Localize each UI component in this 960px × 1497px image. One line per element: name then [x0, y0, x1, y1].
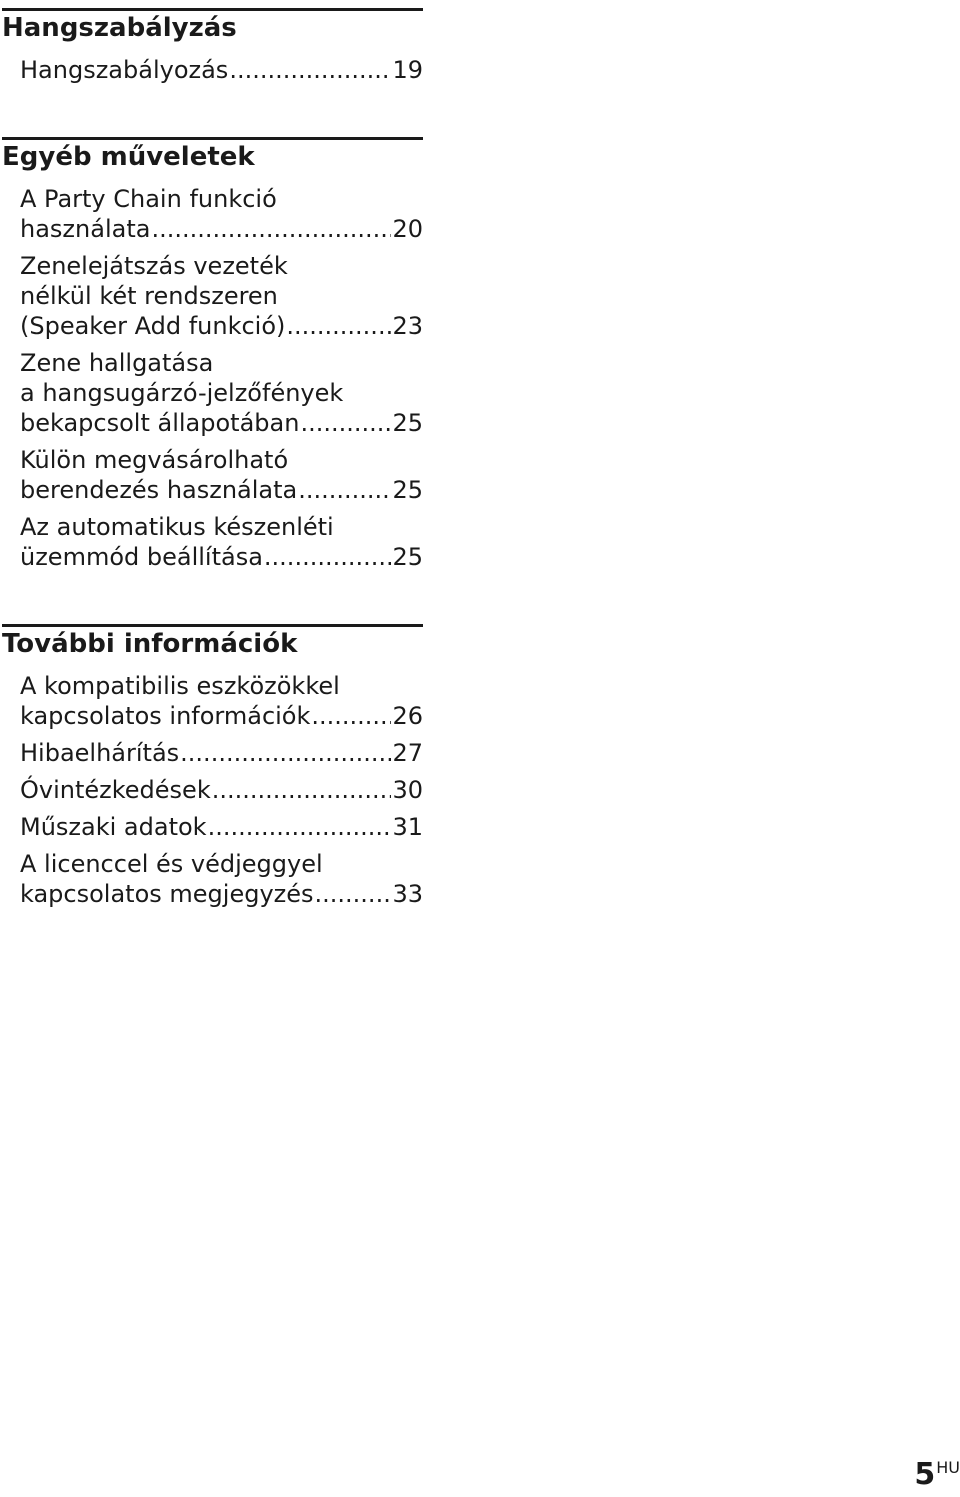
- section-title: Egyéb műveletek: [2, 142, 255, 172]
- toc-entry-label: használata: [20, 215, 151, 243]
- toc-entry-label: Hibaelhárítás: [20, 739, 180, 767]
- toc-entry-line: nélkül két rendszeren: [20, 282, 278, 310]
- leader-dots: [229, 55, 391, 85]
- toc-entry-line: Az automatikus készenléti: [20, 513, 334, 541]
- toc-entry[interactable]: [2, 512, 423, 572]
- toc-entry-label: Műszaki adatok: [20, 813, 207, 841]
- leader-dots: [151, 214, 391, 244]
- toc-entry-label: Hangszabályozás: [20, 56, 229, 84]
- toc-entry-last-line: [20, 879, 423, 909]
- leader-dots: [264, 542, 392, 572]
- toc-entry-line: Zene hallgatása: [20, 349, 214, 377]
- toc-entry-label: üzemmód beállítása: [20, 543, 263, 571]
- toc-entry-line: A licenccel és védjeggyel: [20, 850, 323, 878]
- toc-entry[interactable]: [2, 348, 423, 438]
- toc-entry[interactable]: [2, 671, 423, 731]
- toc-entry-last-line: [20, 311, 423, 341]
- toc-entry-last-line: [20, 542, 423, 572]
- section-title: Hangszabályzás: [2, 13, 237, 43]
- toc-entry-line: Zenelejátszás vezeték: [20, 252, 288, 280]
- toc-entry[interactable]: [2, 775, 423, 805]
- leader-dots: [212, 775, 392, 805]
- toc-entry-page: 26: [392, 702, 423, 730]
- leader-dots: [300, 408, 391, 438]
- toc-entry[interactable]: [2, 738, 423, 768]
- toc-entry-label: bekapcsolt állapotában: [20, 409, 300, 437]
- toc-entry-page: 23: [392, 312, 423, 340]
- toc-entry-last-line: [20, 812, 423, 842]
- toc-section: [2, 8, 423, 85]
- toc-entry[interactable]: [2, 849, 423, 909]
- toc-entry[interactable]: [2, 55, 423, 85]
- toc-entry-label: berendezés használata: [20, 476, 298, 504]
- toc-entry[interactable]: [2, 445, 423, 505]
- toc-entry-label: Óvintézkedések: [20, 776, 211, 804]
- toc-entry-page: 31: [392, 813, 423, 841]
- section-title: További információk: [2, 629, 298, 659]
- toc-entry-last-line: [20, 701, 423, 731]
- leader-dots: [180, 738, 391, 768]
- language-code: HU: [936, 1458, 960, 1477]
- toc-entry-last-line: [20, 775, 423, 805]
- toc-entry-line: A Party Chain funkció: [20, 185, 277, 213]
- toc-entry-last-line: [20, 408, 423, 438]
- toc-entry-line: Külön megvásárolható: [20, 446, 289, 474]
- page-number: [914, 1459, 960, 1491]
- toc-entry-last-line: [20, 475, 423, 505]
- toc-entry-page: 27: [392, 739, 423, 767]
- toc-entry-page: 19: [392, 56, 423, 84]
- toc-entry[interactable]: [2, 812, 423, 842]
- toc-entry-page: 30: [392, 776, 423, 804]
- leader-dots: [286, 311, 391, 341]
- leader-dots: [315, 879, 392, 909]
- toc-entry-last-line: [20, 55, 423, 85]
- toc-entry-label: kapcsolatos információk: [20, 702, 311, 730]
- leader-dots: [298, 475, 391, 505]
- toc-entry-page: 33: [392, 880, 423, 908]
- toc-section: [2, 137, 423, 572]
- toc-entry[interactable]: [2, 251, 423, 341]
- toc-entry-page: 25: [392, 476, 423, 504]
- toc-entry-page: 20: [392, 215, 423, 243]
- leader-dots: [311, 701, 391, 731]
- toc-entry-label: (Speaker Add funkció): [20, 312, 286, 340]
- toc-entry-line: a hangsugárzó-jelzőfények: [20, 379, 344, 407]
- toc-entry-label: kapcsolatos megjegyzés: [20, 880, 314, 908]
- toc-entry-page: 25: [392, 543, 423, 571]
- toc-entry-page: 25: [392, 409, 423, 437]
- table-of-contents: [2, 8, 423, 961]
- toc-entry-last-line: [20, 214, 423, 244]
- page-number-value: 5: [914, 1457, 936, 1492]
- toc-entry[interactable]: [2, 184, 423, 244]
- toc-entry-last-line: [20, 738, 423, 768]
- toc-section: [2, 624, 423, 909]
- leader-dots: [208, 812, 392, 842]
- toc-entry-line: A kompatibilis eszközökkel: [20, 672, 340, 700]
